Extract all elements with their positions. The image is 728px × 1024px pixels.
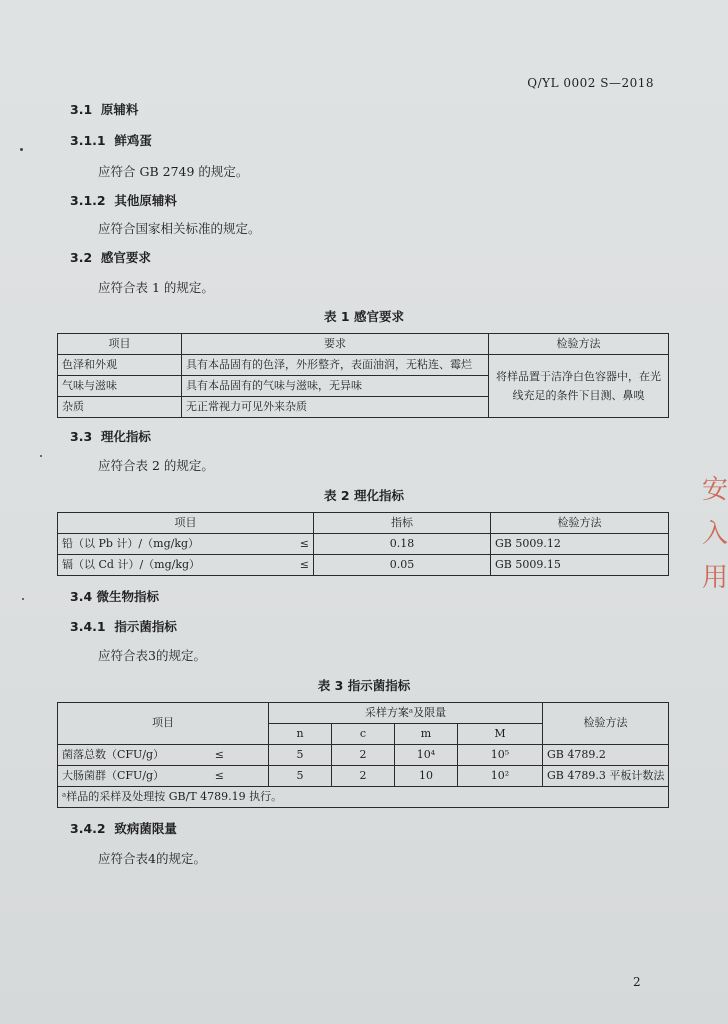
section-number: 3.4.2 <box>70 821 106 836</box>
scan-speck <box>20 148 23 151</box>
item-label: 菌落总数（CFU/g） <box>62 747 165 761</box>
document-number: Q/YL 0002 S—2018 <box>527 76 654 90</box>
table-cell: 10⁵ <box>458 745 543 766</box>
red-seal-stamp <box>702 468 728 600</box>
less-equal-sign: ≤ <box>299 557 309 571</box>
table-cell <box>58 766 269 787</box>
table-cell: 10 <box>395 766 458 787</box>
table-cell: 5 <box>269 745 332 766</box>
section-3-4-heading <box>70 587 159 605</box>
table-cell: 2 <box>332 766 395 787</box>
section-title: 原辅料 <box>100 102 139 117</box>
section-title: 微生物指标 <box>96 589 160 604</box>
table-2-caption: 表 2 理化指标 <box>324 488 404 503</box>
table-row <box>58 355 669 376</box>
less-equal-sign: ≤ <box>299 536 309 550</box>
section-number: 3.4.1 <box>70 619 106 634</box>
table-cell: 色泽和外观 <box>58 355 182 376</box>
section-3-1-1-text: 应符合 GB 2749 的规定。 <box>98 164 249 179</box>
item-label: 镉（以 Cd 计）/（mg/kg） <box>62 557 201 571</box>
table-cell: GB 4789.3 平板计数法 <box>543 766 669 787</box>
section-3-4-1-text: 应符合表3的规定。 <box>98 648 206 663</box>
table-cell: GB 5009.15 <box>491 555 669 576</box>
table-3 <box>57 702 669 808</box>
section-3-4-2-heading <box>70 819 177 837</box>
table-2 <box>57 512 669 576</box>
section-3-1-1-heading <box>70 131 152 149</box>
column-header: 采样方案ᵃ及限量 <box>269 703 543 724</box>
section-number: 3.3 <box>70 429 93 444</box>
table-header-row <box>58 513 669 534</box>
section-number: 3.1.2 <box>70 193 106 208</box>
column-header: 项目 <box>58 334 182 355</box>
table-note-row <box>58 787 669 808</box>
table-row <box>58 766 669 787</box>
table-cell: 具有本品固有的气味与滋味，无异味 <box>182 376 489 397</box>
column-header: 项目 <box>58 513 314 534</box>
table-cell: 气味与滋味 <box>58 376 182 397</box>
section-number: 3.1 <box>70 102 93 117</box>
section-number: 3.1.1 <box>70 133 106 148</box>
scan-speck <box>22 598 24 600</box>
column-header: 项目 <box>58 703 269 745</box>
section-number: 3.2 <box>70 250 93 265</box>
section-3-2-text: 应符合表 1 的规定。 <box>98 280 214 295</box>
less-equal-sign: ≤ <box>214 747 224 761</box>
table-1-caption: 表 1 感官要求 <box>324 309 404 324</box>
table-cell: 杂质 <box>58 397 182 418</box>
table-cell: 无正常视力可见外来杂质 <box>182 397 489 418</box>
table-row <box>58 555 669 576</box>
table-cell <box>58 534 314 555</box>
section-number: 3.4 <box>70 589 93 604</box>
section-3-2-heading <box>70 248 151 266</box>
section-3-3-heading <box>70 427 151 445</box>
table-cell: 10² <box>458 766 543 787</box>
column-subheader: n <box>269 724 332 745</box>
section-title: 指示菌指标 <box>114 619 177 634</box>
column-header: 要求 <box>182 334 489 355</box>
table-cell <box>58 555 314 576</box>
table-row <box>58 534 669 555</box>
table-cell: 0.05 <box>314 555 491 576</box>
column-header: 检验方法 <box>491 513 669 534</box>
table-cell-method: 将样品置于洁净白色容器中，在光线充足的条件下目测、鼻嗅 <box>489 355 669 418</box>
stamp-char: 用 <box>702 563 728 593</box>
section-title: 理化指标 <box>100 429 151 444</box>
section-title: 致病菌限量 <box>114 821 177 836</box>
section-3-1-heading <box>70 100 138 118</box>
section-title: 感官要求 <box>100 250 151 265</box>
table-cell <box>58 745 269 766</box>
section-3-1-2-heading <box>70 191 177 209</box>
table-header-row <box>58 703 669 724</box>
section-3-4-2-text: 应符合表4的规定。 <box>98 851 206 866</box>
column-header: 指标 <box>314 513 491 534</box>
stamp-char: 安 <box>702 475 728 505</box>
table-cell: GB 4789.2 <box>543 745 669 766</box>
page-number: 2 <box>633 975 641 989</box>
section-3-1-2-text: 应符合国家相关标准的规定。 <box>98 221 261 236</box>
table-cell: GB 5009.12 <box>491 534 669 555</box>
section-3-3-text: 应符合表 2 的规定。 <box>98 458 214 473</box>
table-row <box>58 745 669 766</box>
column-header: 检验方法 <box>543 703 669 745</box>
column-subheader: M <box>458 724 543 745</box>
column-subheader: c <box>332 724 395 745</box>
table-3-caption: 表 3 指示菌指标 <box>317 678 411 693</box>
section-3-4-1-heading <box>70 617 177 635</box>
table-1 <box>57 333 669 418</box>
table-cell: 具有本品固有的色泽，外形整齐，表面油润，无粘连、霉烂 <box>182 355 489 376</box>
table-cell: 5 <box>269 766 332 787</box>
stamp-char: 入 <box>702 519 728 549</box>
table-cell: 2 <box>332 745 395 766</box>
table-cell: 10⁴ <box>395 745 458 766</box>
item-label: 大肠菌群（CFU/g） <box>62 768 165 782</box>
table-cell: 0.18 <box>314 534 491 555</box>
table-note: ᵃ样品的采样及处理按 GB/T 4789.19 执行。 <box>58 787 669 808</box>
column-subheader: m <box>395 724 458 745</box>
column-header: 检验方法 <box>489 334 669 355</box>
section-title: 其他原辅料 <box>114 193 177 208</box>
scan-speck <box>40 455 42 457</box>
less-equal-sign: ≤ <box>214 768 224 782</box>
section-title: 鲜鸡蛋 <box>114 133 152 148</box>
item-label: 铅（以 Pb 计）/（mg/kg） <box>62 536 200 550</box>
table-header-row <box>58 334 669 355</box>
